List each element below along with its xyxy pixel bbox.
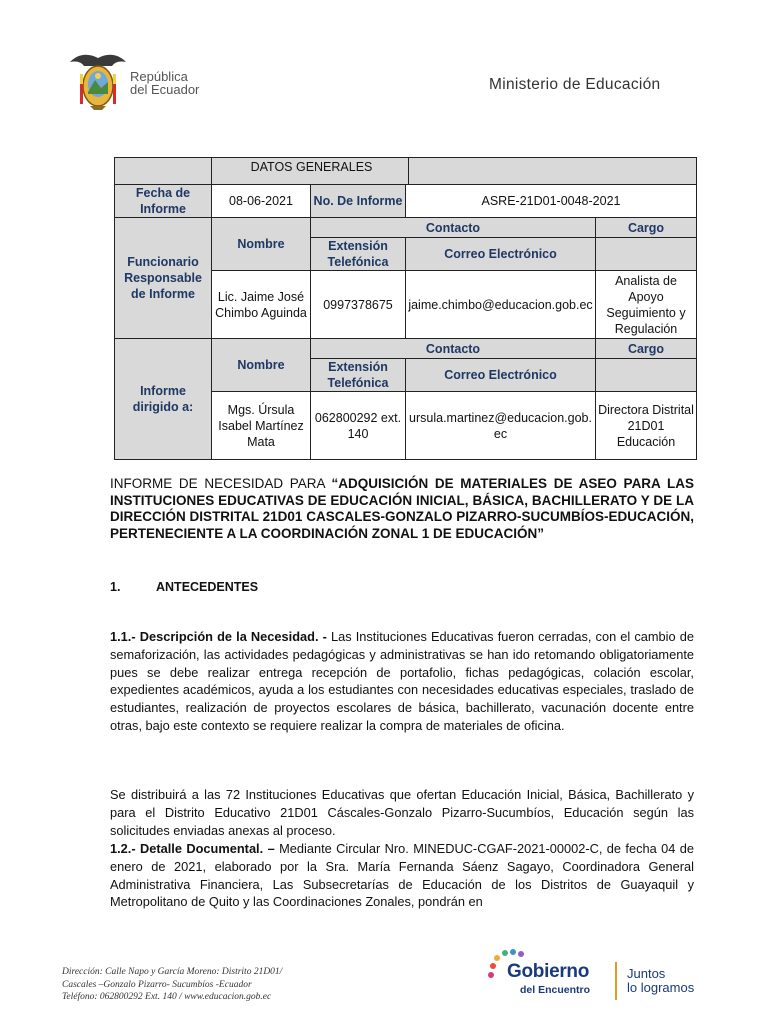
correo-label-2: Correo Electrónico bbox=[406, 359, 596, 392]
responsable-correo: jaime.chimbo@educacion.gob.ec bbox=[406, 271, 596, 339]
footer-address-line-1: Dirección: Calle Napo y García Moreno: Distrito 21D01/ bbox=[62, 967, 283, 977]
table-corner-cell bbox=[115, 158, 212, 185]
empty-cell-2 bbox=[596, 359, 697, 392]
paragraph-distribucion-text: Se distribuirá a las 72 Instituciones Educativas que ofertan Educación Inicial, Básica, Bachillerato y para el Distrito Educativo 21D01 Cáscales-Gonzalo Pizarro-Sucumbíos, Educación según las solicitudes enviadas anexas al proceso. bbox=[110, 787, 694, 838]
republic-line-1: República bbox=[130, 69, 188, 84]
empty-cell-1 bbox=[596, 238, 697, 271]
section-heading bbox=[110, 580, 258, 594]
general-data-table bbox=[114, 157, 697, 460]
slogan bbox=[627, 967, 694, 995]
nombre-label-1: Nombre bbox=[212, 218, 311, 271]
destinatario-correo: ursula.martinez@educacion.gob.ec bbox=[406, 392, 596, 460]
destinatario-cargo: Directora Distrital 21D01 Educación bbox=[596, 392, 697, 460]
numero-value: ASRE-21D01-0048-2021 bbox=[406, 185, 697, 218]
contacto-label-2: Contacto bbox=[311, 339, 596, 359]
nombre-label-2: Nombre bbox=[212, 339, 311, 392]
paragraph-detalle-text: Mediante Circular Nro. MINEDUC-CGAF-2021-00002-C, de fecha 04 de enero de 2021, elaborado por la Sra. María Fernanda Sáenz Sagayo, Coordinadora General Administrativa Financiera, Las Subsecretarías de Educación de los Distritos de Guayaquil y Metropolitano de Quito y las Coordinaciones Zonales, pondrán en bbox=[110, 841, 694, 910]
table-title: DATOS GENERALES bbox=[215, 158, 409, 184]
ecuador-coat-of-arms-icon bbox=[68, 48, 128, 112]
table-title-cell bbox=[212, 158, 697, 185]
paragraph-distribucion bbox=[110, 786, 694, 839]
slogan-line-1: Juntos bbox=[627, 966, 666, 981]
responsable-extension: 0997378675 bbox=[311, 271, 406, 339]
correo-label-1: Correo Electrónico bbox=[406, 238, 596, 271]
republic-name bbox=[130, 70, 199, 96]
paragraph-detalle bbox=[110, 840, 694, 911]
footer-address bbox=[62, 966, 282, 1004]
logo-divider bbox=[615, 962, 617, 1000]
section-title: ANTECEDENTES bbox=[156, 580, 259, 594]
report-title bbox=[110, 476, 694, 542]
section2-label: Informe dirigido a: bbox=[115, 339, 212, 460]
cargo-label-1: Cargo bbox=[596, 218, 697, 238]
gobierno-wordmark: Gobierno bbox=[507, 961, 590, 982]
extension-label-2: Extensión Telefónica bbox=[311, 359, 406, 392]
paragraph-descripcion bbox=[110, 628, 694, 735]
responsable-nombre: Lic. Jaime José Chimbo Aguinda bbox=[212, 271, 311, 339]
republic-line-2: del Ecuador bbox=[130, 82, 200, 97]
numero-label: No. De Informe bbox=[311, 185, 406, 218]
gobierno-subtitle: del Encuentro bbox=[520, 984, 591, 996]
section1-label: Funcionario Responsable de Informe bbox=[115, 218, 212, 339]
paragraph-descripcion-heading: 1.1.- Descripción de la Necesidad. - bbox=[110, 629, 327, 644]
fecha-label: Fecha de Informe bbox=[115, 185, 212, 218]
destinatario-extension: 062800292 ext. 140 bbox=[311, 392, 406, 460]
paragraph-descripcion-text: Las Instituciones Educativas fueron cerradas, con el cambio de semaforización, las actividades pedagógicas y administrativas se han ido retomando obligatoriamente pues se debe realizar entrega recepción de portafolio, fichas pedagógicas, colación escolar, expedientes académicos, ayuda a los estudiantes con necesidades educativas especiales, traslado de estudiantes, realización de proyectos escolares de básica, bachillerato, vacunación docente entre otras, bajo este contexto se requiere realizar la compra de materiales de oficina. bbox=[110, 629, 694, 733]
fecha-value: 08-06-2021 bbox=[212, 185, 311, 218]
extension-label-1: Extensión Telefónica bbox=[311, 238, 406, 271]
footer-address-line-3: Teléfono: 062800292 Ext. 140 / www.educacion.gob.ec bbox=[62, 992, 272, 1002]
responsable-cargo: Analista de Apoyo Seguimiento y Regulación bbox=[596, 271, 697, 339]
section-number: 1. bbox=[110, 580, 121, 594]
footer-address-line-2: Cascales –Gonzalo Pizarro- Sucumbíos -Ecuador bbox=[62, 979, 252, 990]
contacto-label-1: Contacto bbox=[311, 218, 596, 238]
page-header bbox=[0, 0, 768, 130]
paragraph-detalle-heading: 1.2.- Detalle Documental. – bbox=[110, 841, 275, 856]
cargo-label-2: Cargo bbox=[596, 339, 697, 359]
ministry-name: Ministerio de Educación bbox=[489, 76, 661, 93]
report-title-bold: “ADQUISICIÓN DE MATERIALES DE ASEO PARA LAS INSTITUCIONES EDUCATIVAS DE EDUCACIÓN INICIAL, BÁSICA, BACHILLERATO Y DE LA DIRECCIÓN DISTRITAL 21D01 CASCALES-GONZALO PIZARRO-SUCUMBÍOS-EDUCACIÓN, PERTENECIENTE A LA COORDINACIÓN ZONAL 1 DE EDUCACIÓN” bbox=[110, 476, 694, 541]
report-title-prefix: INFORME DE NECESIDAD PARA bbox=[110, 476, 332, 491]
slogan-line-2: lo logramos bbox=[627, 980, 695, 995]
destinatario-nombre: Mgs. Úrsula Isabel Martínez Mata bbox=[212, 392, 311, 460]
